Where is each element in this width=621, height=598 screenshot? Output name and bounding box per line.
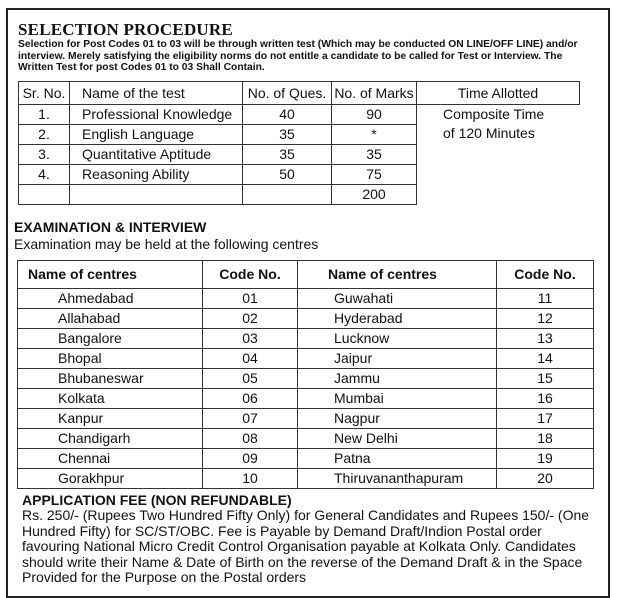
centre-code: 12 [497,309,594,329]
header-code-1: Code No. [203,261,298,289]
row-marks: 35 [332,145,417,165]
centre-name: Bangalore [18,329,203,349]
centre-name: Bhubaneswar [18,369,203,389]
selection-title: SELECTION PROCEDURE [18,20,233,39]
fee-title: APPLICATION FEE (NON REFUNDABLE) [22,492,292,508]
centre-code: 10 [203,469,298,489]
row-marks: 90 [332,105,417,125]
time-line-2: of 120 Minutes [443,125,535,141]
centre-code: 19 [497,449,594,469]
header-centre-name-2: Name of centres [298,261,497,289]
table-row [18,449,594,469]
centre-code: 16 [497,389,594,409]
row-sr: 3. [19,145,70,165]
header-centre-name-1: Name of centres [18,261,203,289]
test-table-header [19,82,580,105]
centre-code: 05 [203,369,298,389]
centre-code: 18 [497,429,594,449]
header-code-2: Code No. [497,261,594,289]
table-row [18,329,594,349]
table-row [18,309,594,329]
row-ques: 35 [243,125,332,145]
total-empty [243,185,332,205]
row-test-name: Reasoning Ability [70,165,243,185]
fee-text: Rs. 250/- (Rupees Two Hundred Fifty Only) for General Candidates and Rupees 150/- (One Hundred Fifty) for SC/ST/OBC. Fee is Payable by Demand Draft/Indion Postal order favouring National Micro Credit Control Organisation payable at Kolkata Only. Candidates should write their Name & Date of Birth on the reverse of the Demand Draft & in the Space Provided for the Purpose on the Postal orders [22,507,590,586]
time-line-1: Composite Time [443,106,545,122]
table-row [18,429,594,449]
centre-code: 09 [203,449,298,469]
centres-table [17,260,594,489]
centre-code: 11 [497,289,594,309]
centre-code: 08 [203,429,298,449]
centre-name: Jaipur [298,349,497,369]
table-row [18,469,594,489]
table-row [18,369,594,389]
row-test-name: English Language [70,125,243,145]
centre-name: Mumbai [298,389,497,409]
table-row [18,289,594,309]
table-row [18,349,594,369]
centre-name: Nagpur [298,409,497,429]
centre-name: Jammu [298,369,497,389]
centre-code: 20 [497,469,594,489]
centre-code: 13 [497,329,594,349]
centre-code: 03 [203,329,298,349]
row-ques: 50 [243,165,332,185]
centre-name: New Delhi [298,429,497,449]
row-marks: 75 [332,165,417,185]
row-test-name: Professional Knowledge [70,105,243,125]
header-test-name: Name of the test [70,82,243,105]
row-ques: 35 [243,145,332,165]
row-ques: 40 [243,105,332,125]
table-row [18,409,594,429]
centre-code: 14 [497,349,594,369]
header-time-allotted: Time Allotted [417,82,580,105]
total-empty [19,185,70,205]
centre-name: Chennai [18,449,203,469]
row-marks: * [332,125,417,145]
centre-name: Chandigarh [18,429,203,449]
centre-code: 17 [497,409,594,429]
centre-code: 04 [203,349,298,369]
exam-title: EXAMINATION & INTERVIEW [14,219,207,235]
header-no-marks: No. of Marks [332,82,417,105]
test-table [18,81,580,205]
centre-code: 01 [203,289,298,309]
table-row [18,389,594,409]
selection-intro: Selection for Post Codes 01 to 03 will be through written test (Which may be conducted ON LINE/OFF LINE) and/or interview. Merely satisfying the eligibility norms do not entitle a candidate to be called for Test or Interview. The Written Test for post Codes 01 to 03 Shall Contain. [18,39,578,74]
centre-name: Patna [298,449,497,469]
centre-name: Guwahati [298,289,497,309]
row-sr: 2. [19,125,70,145]
row-sr: 4. [19,165,70,185]
time-allotted-cell [417,105,580,205]
centre-name: Hyderabad [298,309,497,329]
centre-code: 07 [203,409,298,429]
centre-code: 06 [203,389,298,409]
centre-name: Lucknow [298,329,497,349]
centre-code: 02 [203,309,298,329]
centre-name: Kanpur [18,409,203,429]
table-row [19,105,580,125]
centre-name: Bhopal [18,349,203,369]
header-sr-no: Sr. No. [19,82,70,105]
total-empty [70,185,243,205]
exam-text: Examination may be held at the following centres [14,236,319,252]
centre-name: Allahabad [18,309,203,329]
centre-name: Kolkata [18,389,203,409]
centre-name: Ahmedabad [18,289,203,309]
row-test-name: Quantitative Aptitude [70,145,243,165]
total-marks: 200 [332,185,417,205]
centre-code: 15 [497,369,594,389]
centre-name: Gorakhpur [18,469,203,489]
row-sr: 1. [19,105,70,125]
header-no-ques: No. of Ques. [243,82,332,105]
centre-name: Thiruvananthapuram [298,469,497,489]
centres-table-header [18,261,594,289]
